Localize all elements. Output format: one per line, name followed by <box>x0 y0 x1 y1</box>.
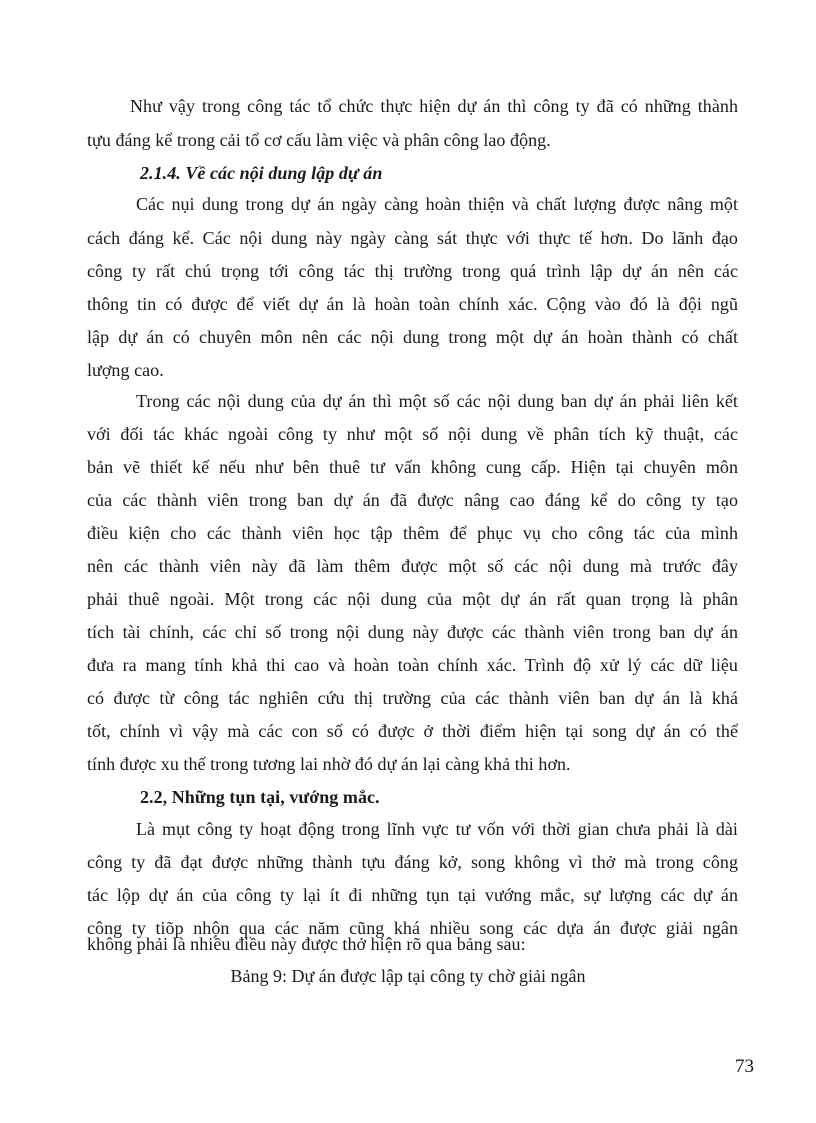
paragraph-line: lượng cao. <box>87 360 164 380</box>
paragraph-line: Các nụi dung trong dự án ngày càng hoàn thiện và chất lượng được nâng một <box>136 194 738 214</box>
paragraph-line: Trong các nội dung của dự án thì một số các nội dung ban dự án phải liên kết <box>136 391 738 411</box>
paragraph-line: thông tin có được để viết dự án là hoàn toàn chính xác. Cộng vào đó là đội ngũ <box>87 294 738 314</box>
paragraph-line: với đối tác khác ngoài công ty như một số nội dung về phân tích kỹ thuật, các <box>87 424 738 444</box>
paragraph-line: phải thuê ngoài. Một trong các nội dung của một dự án rất quan trọng là phân <box>87 589 738 609</box>
paragraph-line: đưa ra mang tính khả thi cao và hoàn toàn chính xác. Trình độ xử lý các dữ liệu <box>87 655 738 675</box>
section-heading: 2.2, Những tụn tại, vướng mắc. <box>140 787 380 807</box>
paragraph-line: cách đáng kể. Các nội dung này ngày càng sát thực với thực tế hơn. Do lãnh đạo <box>87 228 738 248</box>
paragraph-line: điều kiện cho các thành viên học tập thêm để phục vụ cho công tác của mình <box>87 523 738 543</box>
paragraph-line: có được từ công tác nghiên cứu thị trường của các thành viên ban dự án là khá <box>87 688 738 708</box>
paragraph-line: tích tài chính, các chỉ số trong nội dung này được các thành viên trong ban dự án <box>87 622 738 642</box>
paragraph-line: của các thành viên trong ban dự án đã được nâng cao đáng kể do công ty tạo <box>87 490 738 510</box>
table-caption: Bảng 9: Dự án được lập tại công ty chờ giải ngân <box>230 966 586 986</box>
paragraph-line: tựu đáng kể trong cải tổ cơ cấu làm việc và phân công lao động. <box>87 130 551 150</box>
section-heading: 2.1.4. Về các nội dung lập dự án <box>140 163 383 183</box>
paragraph-line: công ty tiõp nhộn qua các năm cũng khá nhiều song các dựa án được giải ngân <box>87 918 738 938</box>
paragraph-line: Như vậy trong công tác tổ chức thực hiện dự án thì công ty đã có những thành <box>130 96 738 116</box>
paragraph-line: Là mụt công ty hoạt động trong lĩnh vực tư vốn với thời gian chưa phải là dài <box>136 819 738 839</box>
paragraph-line: lập dự án có chuyên môn nên các nội dung trong một dự án hoàn thành có chất <box>87 327 738 347</box>
paragraph-line: tốt, chính vì vậy mà các con số có được ở thời điểm hiện tại song dự án có thể <box>87 721 738 741</box>
paragraph-line: không phải là nhiều điều này được thở hiện rõ qua bảng sau: <box>87 934 526 954</box>
paragraph-line: tác lộp dự án của công ty lại ít đi những tụn tại vướng mắc, sự lượng các dự án <box>87 885 738 905</box>
paragraph-line: công ty rất chú trọng tới công tác thị trường trong quá trình lập dự án nên các <box>87 261 738 281</box>
paragraph-line: bản vẽ thiết kế nếu như bên thuê tư vấn không cung cấp. Hiện tại chuyên môn <box>87 457 738 477</box>
paragraph-line: nên các thành viên này đã làm thêm được một số các nội dung mà trước đây <box>87 556 738 576</box>
paragraph-line: công ty đã đạt được những thành tựu đáng kở, song không vì thở mà trong công <box>87 852 738 872</box>
page-number: 73 <box>735 1056 754 1077</box>
paragraph-line: tính được xu thế trong tương lai nhờ đó dự án lại càng khả thi hơn. <box>87 754 571 774</box>
